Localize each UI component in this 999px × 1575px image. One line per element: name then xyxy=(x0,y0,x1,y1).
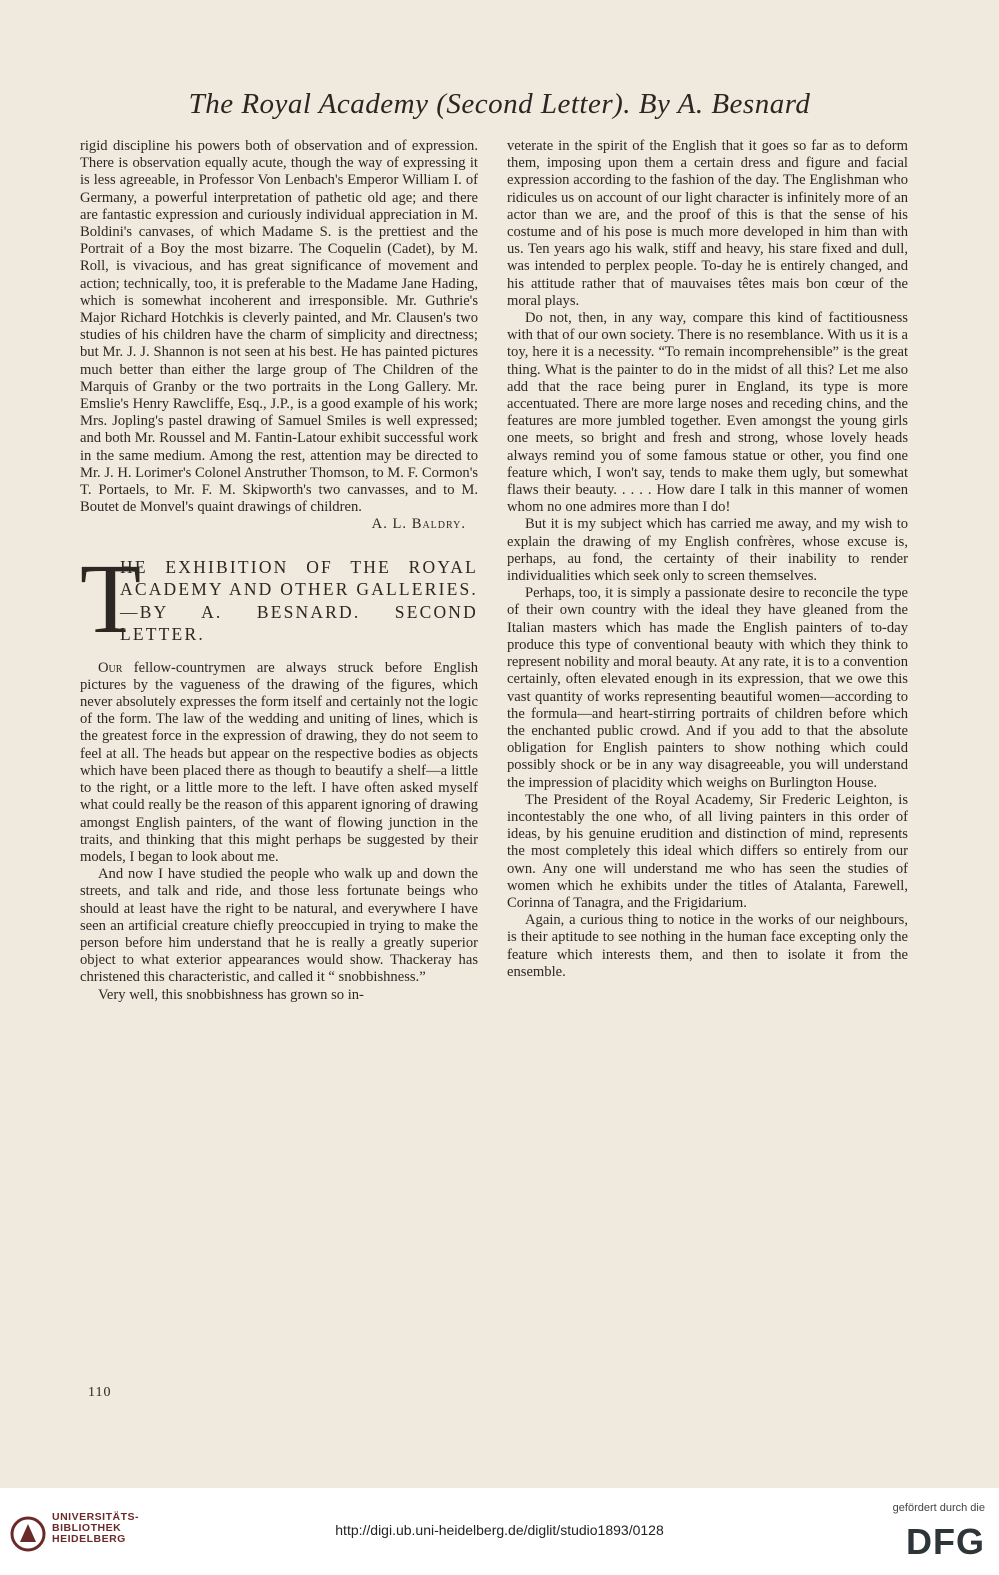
paragraph: Perhaps, too, it is simply a passionate desire to reconcile the type of their own country with the ideal they have gleaned from the Italian masters which has made the English painters of to-day produce this type of conventional beauty with which they think to represent nobility and moral beauty. At any rate, it is to a convention certainly, often elevated enough in its expression, that we owe this vast quantity of works representing beautiful women—according to the formula—and heart-stirring portraits of children before which the enchanted public crowd. And if you add to that the absolute obligation for English painters to show nothing which could possibly shock or be in any way disagreeable, you will understand the impression of placidity which weighs on Burlington House. xyxy=(507,585,908,791)
right-column xyxy=(507,138,908,981)
page-number: 110 xyxy=(88,1385,112,1400)
paragraph: rigid discipline his powers both of observation and of expression. There is observation equally acute, though the way of expressing it is less agreeable, in Professor Von Lenbach's Emperor William I. of Germany, a powerful interpretation of pathetic old age; and there are fantastic expression and curiously individual appreciation in M. Boldini's canvases, of which Madame S. is the prettiest and the Portrait of a Boy the most bizarre. The Coquelin (Cadet), by M. Roll, is vivacious, and has great significance of movement and action; technically, too, it is preferable to the Madame Jane Hading, which is somewhat incoherent and irresponsible. Mr. Guthrie's Major Richard Hotchkis is cleverly painted, and Mr. Clausen's two studies of his children have the charm of simplicity and directness; but Mr. J. J. Shannon is not seen at his best. He has painted pictures much better than either the large group of The Children of the Marquis of Granby or the two portraits in the Long Gallery. Mr. Emslie's Henry Rawcliffe, Esq., J.P., is a good example of his work; Mrs. Jopling's pastel drawing of Samuel Smiles is well expressed; and both Mr. Roussel and M. Fantin-Latour exhibit successful work in the same medium. Among the rest, attention may be directed to Mr. J. H. Lorimer's Colonel Anstruther Thomson, to M. F. Cormon's T. Portaels, to Mr. F. M. Skipworth's two canvasses, and to M. Boutet de Monvel's quaint drawings of children. xyxy=(80,138,478,516)
paragraph: Very well, this snobbishness has grown so in- xyxy=(98,986,364,1003)
paragraph: Do not, then, in any way, compare this kind of factitiousness with that of our own society. There is no resemblance. With us it is a toy, here it is a necessity. “To remain incomprehensible” is the great thing. What is the painter to do in the midst of all this? Let me also add that the race being purer in England, its type is more accentuated. There are more large noses and receding chins, and the features are more jumbled together. Even amongst the young girls one meets, so bright and fresh and strong, whose lovely heads always remind you of some famous statue or other, you find one feature which, I won't say, tends to make them ugly, but somewhat flaws their beauty. . . . . How dare I talk in this manner of women whom no one admires more than I do! xyxy=(507,310,908,516)
drop-cap: T xyxy=(80,542,144,654)
paragraph: And now I have studied the people who walk up and down the streets, and talk and ride, and those less fortunate beings who should at least have the right to be natural, and everywhere I have seen an artificial creature chiefly preoccupied in trying to make the person before him understand that he is really a greatly superior object to what exterior appearances would show. Thackeray has christened this characteristic, and called it “ snobbishness.” xyxy=(80,866,478,986)
paragraph xyxy=(80,660,478,866)
article-headline xyxy=(80,542,478,654)
running-header: The Royal Academy (Second Letter). By A. Besnard xyxy=(188,88,811,120)
paragraph: But it is my subject which has carried me away, and my wish to explain the drawing of my English confrères, whose excuse is, perhaps, au fond, the certainty of their inability to render individualities which seek only to screen themselves. xyxy=(507,516,908,585)
paragraph: veterate in the spirit of the English that it goes so far as to deform them, imposing upon them a certain dress and figure and facial expression according to the fashion of the day. The Englishman who ridicules us on account of our light character is infinitely more of an actor than we are, and the proof of this is that the sense of his costume and of his pose is much more developed in him than with us. Ten years ago his walk, stiff and heavy, his stare fixed and dull, was intended to perplex people. To-day he is entirely changed, and his attitude rather that of mauvaises têtes mais bon cœur of the moral plays. xyxy=(507,138,908,309)
permalink-url[interactable]: http://digi.ub.uni-heidelberg.de/diglit/studio1893/0128 xyxy=(335,1522,664,1538)
dfg-logo: DFG xyxy=(906,1521,985,1562)
lead-word: Our xyxy=(98,659,123,676)
funding-note: gefördert durch die xyxy=(892,1502,985,1514)
digitization-footer xyxy=(0,1488,999,1575)
left-column xyxy=(80,138,478,1004)
author-signature: A. L. Baldry. xyxy=(371,516,466,533)
paragraph-text: fellow-countrymen are always struck before English pictures by the vagueness of the drawing of the figures, which never absolutely expresses the form itself and certainly not the logic of the form. The law of the wedding and uniting of lines, which is the greatest force in the expression of drawing, they do not seem to feel at all. The heads but appear on the respective bodies as objects which have been placed there as though to beautify a shelf—a little to the right, or a little more to the left. I have often asked myself what could really be the reason of this apparent ignoring of drawing amongst English painters, of the want of flowing junction in the traits, and thinking that this might perhaps be suggested by their models, I began to look about me. xyxy=(80,659,478,865)
headline-text: HE EXHIBITION OF THE ROYAL ACADEMY AND OTHER GALLERIES.—BY A. BESNARD. SECOND LETTER. xyxy=(120,556,478,645)
library-name: UNIVERSITÄTS- BIBLIOTHEK HEIDELBERG xyxy=(52,1511,140,1545)
paragraph: The President of the Royal Academy, Sir Frederic Leighton, is incontestably the one who, of all living painters in this order of ideas, by his genuine erudition and distinction of mind, represents the most completely this ideal which differs so entirely from our own. Any one will understand me who has seen the studies of women which he exhibits under the titles of Atalanta, Farewell, Corinna of Tanagra, and the Frigidarium. xyxy=(507,791,908,911)
paragraph: Again, a curious thing to notice in the works of our neighbours, is their aptitude to see nothing in the human face excepting only the feature which interests them, and then to isolate it from the ensemble. xyxy=(507,912,908,980)
